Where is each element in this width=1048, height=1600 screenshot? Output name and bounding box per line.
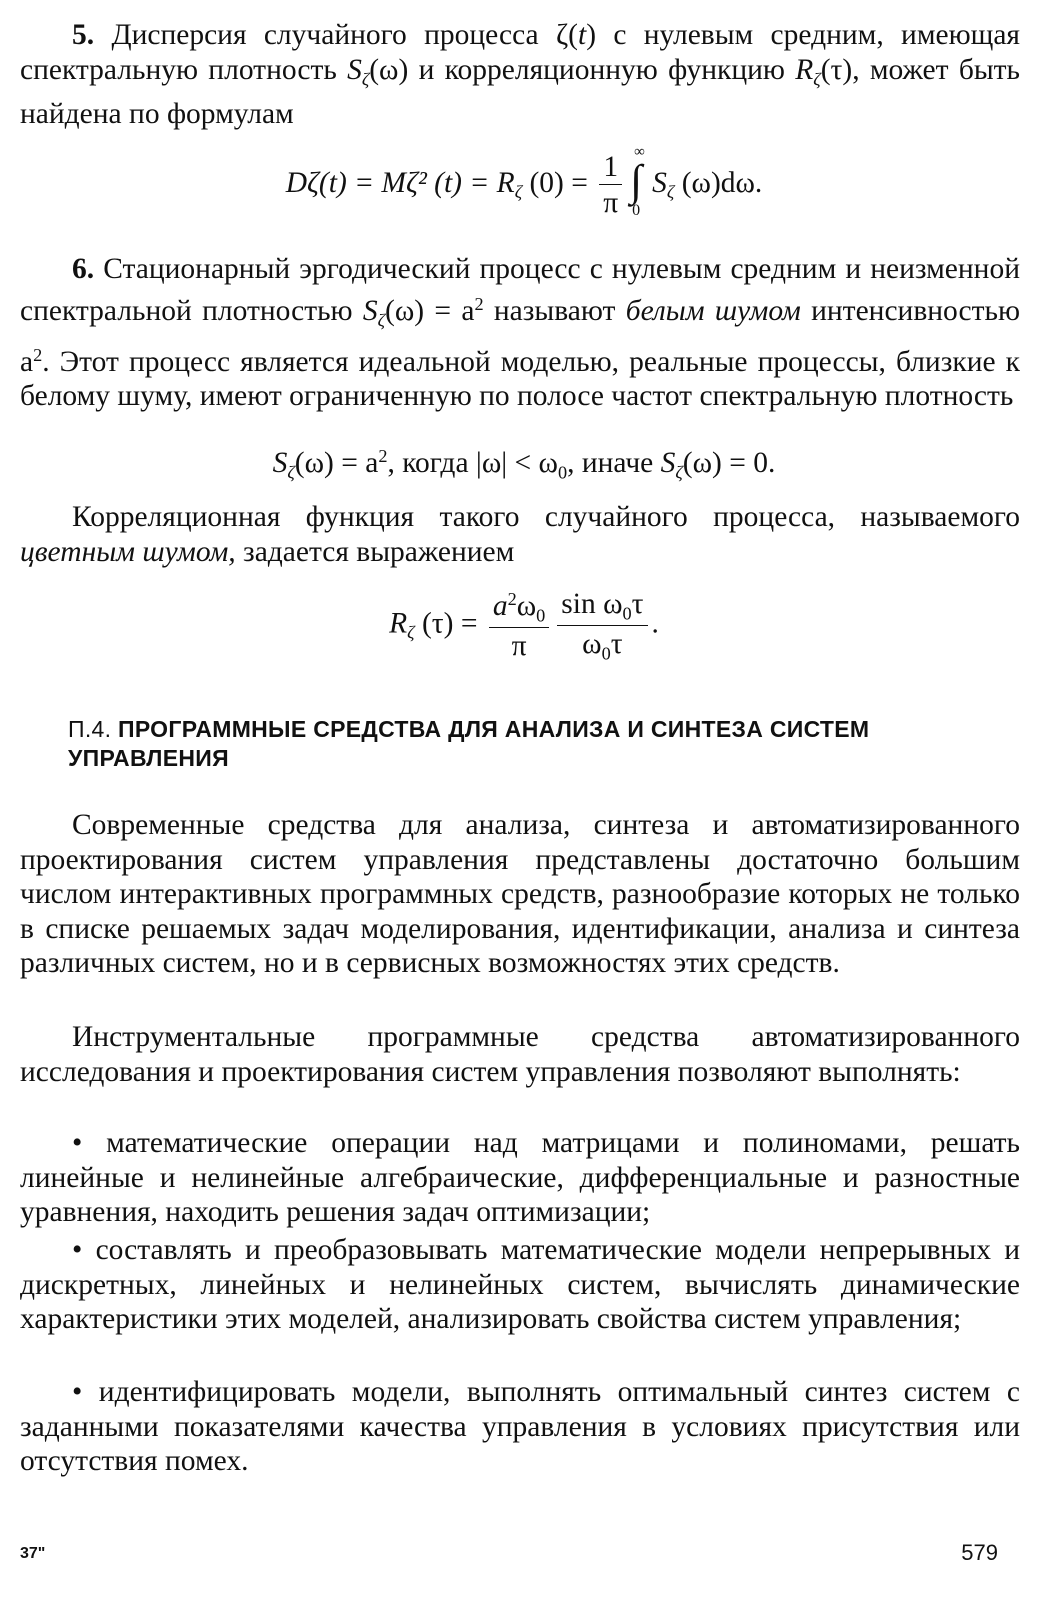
signature-mark: 37" (20, 1545, 46, 1562)
var-S: S (660, 447, 676, 480)
text: , когда |ω| < ω (387, 447, 558, 480)
paragraph-7 (20, 500, 1020, 569)
text: Корреляционная функция такого случайного процесса, называемого (72, 501, 1020, 533)
list-item: • идентифицировать модели, выполнять оптимальный синтез систем с заданными показателями качества управления в условиях присутствия или отсутствия помех. (20, 1376, 1020, 1478)
text: , иначе (567, 447, 661, 480)
text: называют (483, 294, 626, 327)
section-number: П.4. (68, 716, 112, 742)
var-S: S (272, 447, 288, 480)
text: ) с нулевым средним, имеющая спектральную плотность (20, 19, 1020, 86)
subscript: ζ (666, 182, 675, 203)
formula-correlation (0, 588, 1048, 663)
subscript: ζ (377, 310, 386, 331)
superscript: 2 (474, 293, 484, 314)
text: Дисперсия случайного процесса ζ( (94, 19, 578, 51)
text: (ω) = a (294, 447, 379, 480)
paragraph-6 (20, 252, 1020, 414)
paragraph-5 (20, 18, 1020, 131)
fraction-2 (557, 588, 647, 663)
item-number: 5. (72, 19, 95, 51)
text: Стационарный эргодический процесс с нулевым средним и неизменной спектральной плотностью (20, 253, 1020, 327)
subscript: ζ (361, 68, 370, 89)
fraction-1 (489, 589, 549, 662)
text: (ω) = a (385, 294, 475, 327)
list-item: • математические операции над матрицами и полиномами, решать линейные и нелинейные алгебраические, дифференциальные и разностные уравнения, находить решения задач оптимизации; (20, 1127, 1020, 1229)
page-number: 579 (961, 1540, 998, 1565)
section-title: ПРОГРАММНЫЕ СРЕДСТВА ДЛЯ АНАЛИЗА И СИНТЕЗА СИСТЕМ УПРАВЛЕНИЯ (68, 716, 870, 771)
denominator: $\omega_0\tau$ (582, 627, 623, 663)
text: (τ), может быть найдена по формулам (20, 53, 1020, 130)
subscript: ζ (407, 622, 415, 643)
formula-mid: (0) = (522, 166, 596, 199)
var-t: t (578, 19, 587, 51)
subscript: ζ (287, 462, 295, 483)
var-S: S (347, 53, 362, 86)
text: . (651, 607, 659, 640)
paragraph-9: Инструментальные программные средства автоматизированного исследования и проектирования систем управления позволяют выполнять: (20, 1021, 1020, 1088)
paragraph-8: Современные средства для анализа, синтеза и автоматизированного проектирования систем управления представлены достаточно большим числом интерактивных программных средств, разнообразие которых не только в списке решаемых задач моделирования, идентификации, анализа и синтеза различных систем, но и в сервисных возможностях этих средств. (20, 809, 1020, 980)
term-colored-noise: цветным шумом, (20, 535, 236, 568)
formula-lhs: Dζ(t) = Mζ² (t) = R (285, 166, 515, 199)
list-item: • составлять и преобразовывать математические модели непрерывных и дискретных, линейных и нелинейных систем, вычислять динамические характеристики этих моделей, анализировать свойства систем управления; (20, 1234, 1020, 1336)
numerator: $a^2\omega_0$ (489, 589, 549, 628)
text: задается выражением (235, 535, 515, 568)
item-number: 6. (72, 253, 95, 285)
denominator: π (603, 187, 619, 219)
superscript: 2 (378, 446, 388, 466)
formula-rhs: (ω)dω. (674, 166, 763, 199)
lower-limit: 0 (632, 202, 641, 219)
section-heading (68, 715, 968, 773)
text: (τ) = (414, 607, 485, 640)
term-white-noise: белым шумом (625, 294, 801, 327)
numerator: 1 (599, 151, 622, 185)
fraction (599, 151, 622, 220)
text: интенсивностью a (20, 294, 1021, 378)
subscript: 0 (557, 462, 568, 483)
formula-variance (0, 144, 1048, 220)
upper-limit: ∞ (634, 144, 645, 160)
subscript: ζ (813, 68, 821, 89)
var-R: R (389, 607, 408, 640)
text: (ω) и корреляционную функцию (369, 53, 796, 86)
denominator: π (511, 629, 527, 662)
var-S: S (362, 294, 378, 327)
var-S: S (652, 166, 667, 199)
text: (ω) = 0. (682, 447, 776, 480)
integral-sign: ∞ ∫ 0 (630, 144, 645, 219)
subscript: ζ (514, 182, 523, 203)
formula-spectral-density (0, 446, 1048, 483)
text: . Этот процесс является идеальной моделью, реальные процессы, близкие к белому шуму, имеют ограниченную по полосе частот спектральную плотность (20, 345, 1020, 413)
subscript: ζ (675, 462, 683, 483)
superscript: 2 (33, 344, 43, 365)
var-R: R (795, 53, 814, 86)
numerator: $\sin \omega_0\tau$ (557, 588, 647, 626)
